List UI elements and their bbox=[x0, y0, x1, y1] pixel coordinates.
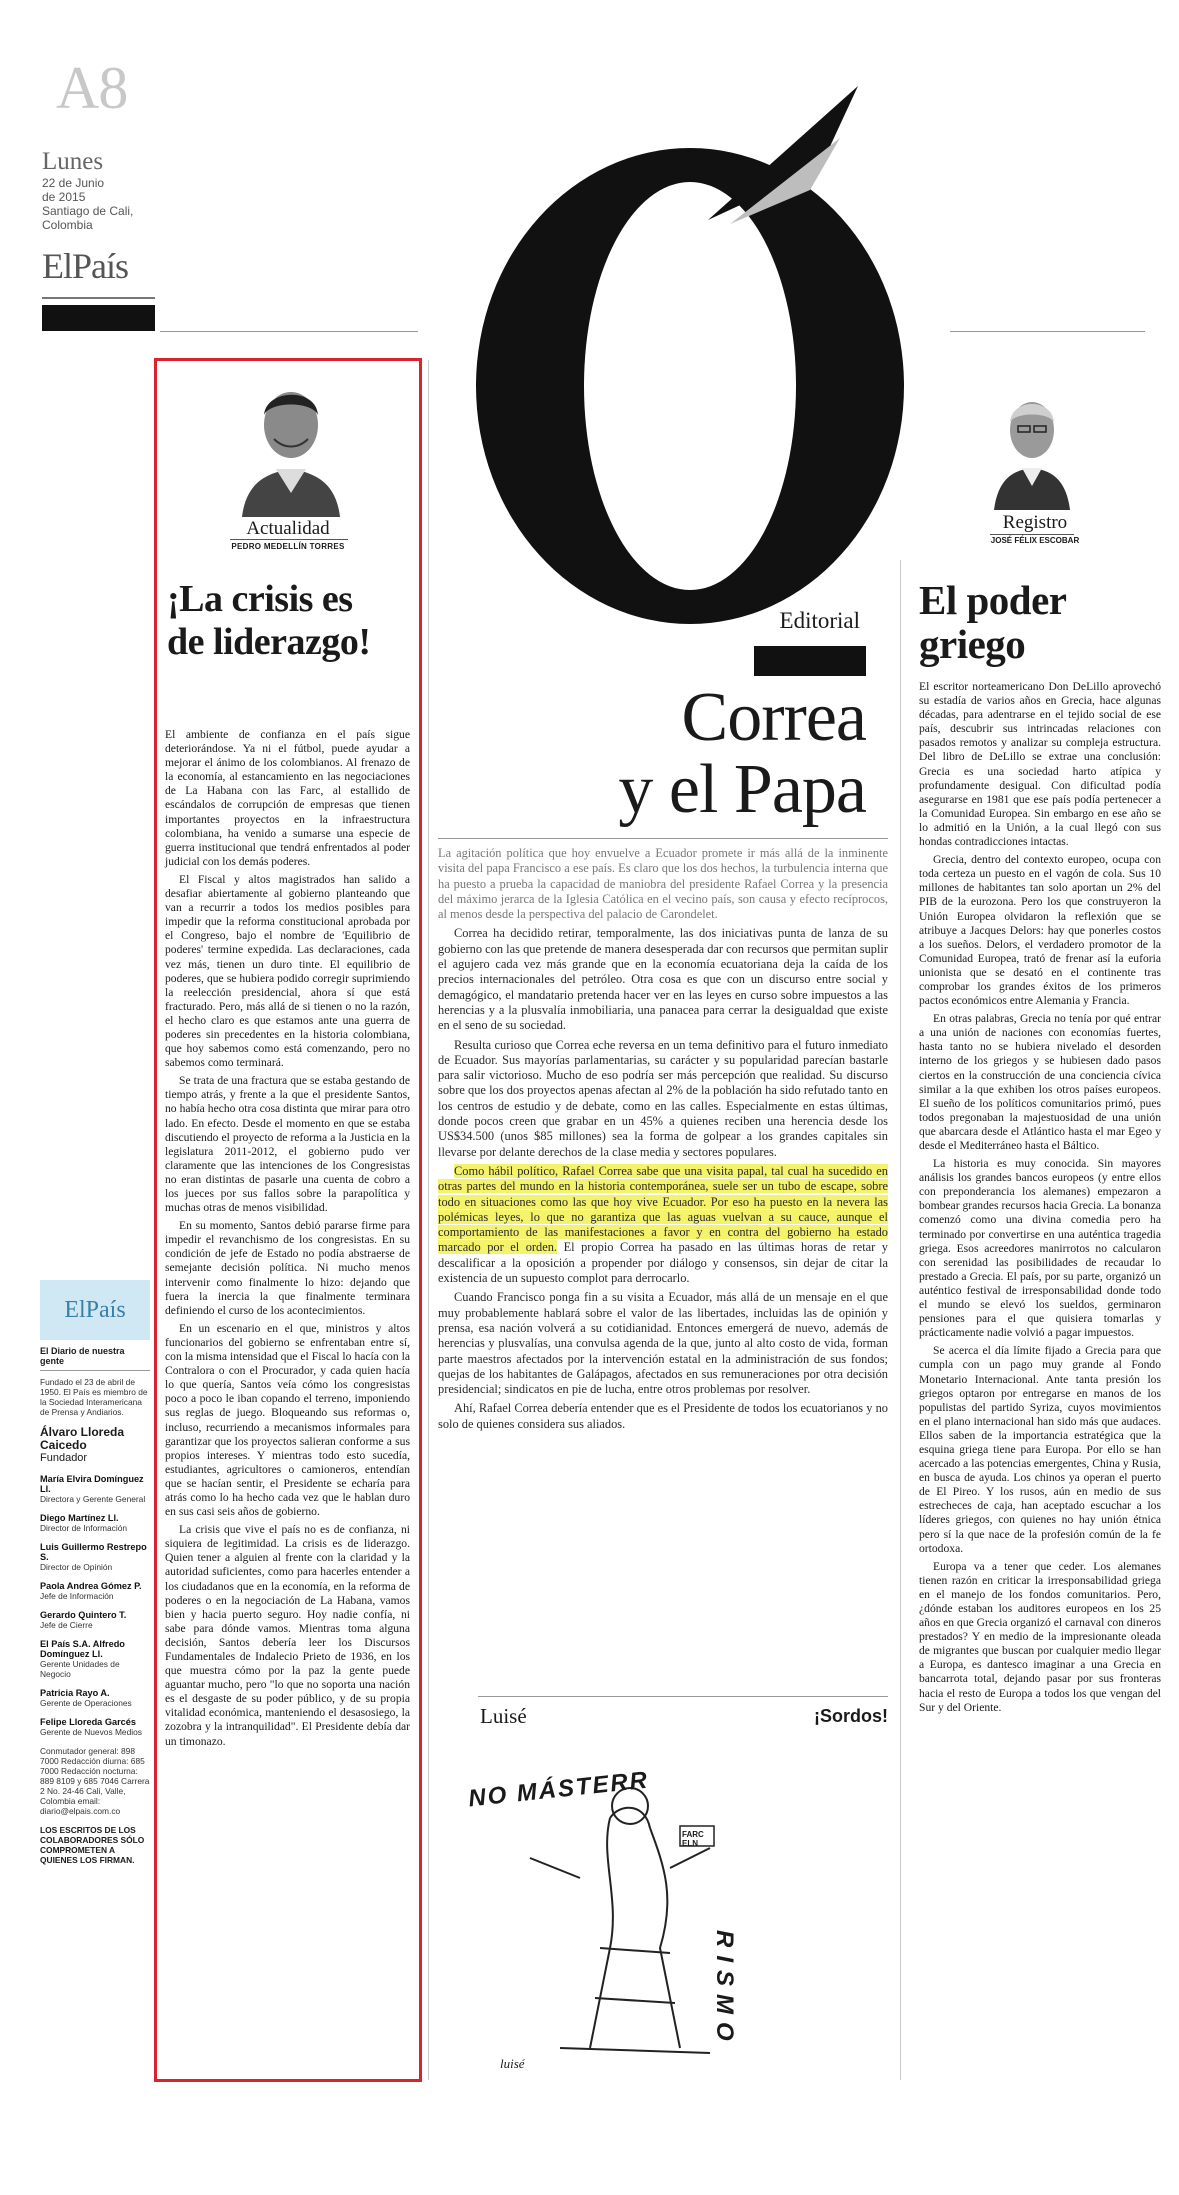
paragraph: En un escenario en el que, ministros y altos funcionarios del gobierno se enfrentaban entre sí, con la misma intensidad que el Fiscal lo hacía con la Contralora o con el Procurador, y cada quien hacía lo que quería, Santos veía cómo los congresistas poco a poco le iban copando el terreno, imponiendo sus reglas de juego. Bloqueando sus reformas o, incluso, recurriendo a mecanismos informales para garantizar que los proyectos salieran conforme a sus propios intereses. Y mientras todo esto sucedía, estudiantes, agricultores o camioneros, entendían que se hacían sentir, el Presidente se echaría para atrás como lo ha hecho cada vez que le hablan duro en sus casi seis años de gobierno. bbox=[165, 1321, 410, 1519]
paragraph: Correa ha decidido retirar, temporalmente, las dos iniciativas punta de lanza de su gobierno con las que pretende de manera desesperada dar con recursos que permitan suplir el agujero cada vez más grande que en la economía ecuatoriana deja la caída de los precios internacionales del petróleo. Otra cosa es que con un discurso entre social y demagógico, el mandatario pretenda hacer ver en las leyes en curso sobre impuestos a las herencias y a la plusvalía inmobiliaria, una panacea para cerrar la desigualdad que existe en el seno de su sociedad. bbox=[438, 926, 888, 1033]
staff-entry: Paola Andrea Gómez P. Jefe de Información bbox=[40, 1581, 142, 1601]
author-rule bbox=[230, 539, 348, 540]
founder-name: Álvaro Lloreda Caicedo bbox=[40, 1425, 125, 1452]
paragraph: El ambiente de confianza en el país sigue deteriorándose. Ya ni el fútbol, puede ayudar a mejorar el ánimo de los colombianos. Al frenazo de la economía, al estancamiento en las negociaciones de La Habana con las Farc, al estallido de escándalos de corrupción de empresas que tienen importantes proyectos en la infraestructura colombiana, ha venido a sumarse una especie de guerra institucional que tendrá enfrentados al poder judicial con los demás poderes. bbox=[165, 728, 410, 868]
paragraph: Cuando Francisco ponga fin a su visita a Ecuador, más allá de un mensaje en el que muy probablemente hablará sobre el valor de las libertades, incluidas las de opinión y prensa, esa nación volverá a su cotidianidad. Entonces emergerá de nuevo, además de herencias y plusvalías, una convulsa agenda de la que, junto al alto costo de vida, forman parte maestros afectados por la intervención estatal en la administración de sus fondos; quejas de los habitantes de Galápagos, afectados en sus remuneraciones por otra decisión presidencial; sindicatos en pie de lucha, entre otros problemas por resolver. bbox=[438, 1290, 888, 1397]
cartoon-text-top: NO MÁSTERR bbox=[467, 1766, 651, 1813]
staff-entry: Patricia Rayo A. Gerente de Operaciones bbox=[40, 1688, 132, 1708]
paragraph: Europa va a tener que ceder. Los alemanes tienen razón en criticar la irresponsabilidad griega en el manejo de los fondos comunitarios. Pero, ¿dónde estaban los auditores europeos en los 25 años en que Grecia organizó el carnaval con dineros prestados? Y en medio de la impresionante oleada de migrantes que buscan por cualquier medio llegar a Europa, es dantesco imaginar a una Grecia en bancarrota total, dejando pasar por sus fronteras hacia el resto de Europa a todos los que vengan del Sur y del Oriente. bbox=[919, 1559, 1161, 1714]
author-name-escobar: JOSÉ FÉLIX ESCOBAR bbox=[990, 536, 1080, 545]
date-block bbox=[42, 176, 133, 232]
highlighted-text: Como hábil político, Rafael Correa sabe que una visita papal, tal cual ha sucedido en otras partes del mundo en la historia contemporánea, suele ser un tubo de escape, sobre todo en situaciones como las que hoy vive Ecuador. Por eso ha puesto en la nevera las polémicas leyes, lo que no garantiza que las aguas vuelvan a su cauce, aunque el comportamiento de las manifestaciones a favor y en contra del gobierno ha estado marcado por el orden. bbox=[438, 1163, 888, 1255]
editorial-black-bar bbox=[754, 646, 866, 676]
masthead-subtitle: El Diario de nuestra gente bbox=[40, 1346, 150, 1371]
paragraph: El escritor norteamericano Don DeLillo aprovechó su estadía de varios años en Grecia, hace algunas décadas, para adentrarse en el tejido social de ese país, descubrir sus intrincadas relaciones con pasados remotos y analizar su compleja estructura. Del libro de DeLillo se extrae una conclusión: Grecia es una sociedad harto atípica y profundamente desigual. Con dificultad podía asegurarse en 1981 que ese país podía pertenecer a la Comunidad Europea. Sin embargo en ese año se lo admitió en la Unión, a la cual llegó con sus hondas contradicciones intactas. bbox=[919, 680, 1161, 849]
paragraph: Resulta curioso que Correa eche reversa en un tema definitivo para el futuro inmediato de Ecuador. Sus mayorías parlamentarias, su carácter y su popularidad parecían bastarle para salir victorioso. Mucho de eso podría ser más percepción que realidad. Su discurso sobre que los dos proyectos apenas afectan al 2% de la población ha sido refutado tanto en los centros de estudio y de debate, como en las calles. Especialmente en estas últimas, donde pocos creen que grabar en un 45% a quienes reciben una herencia desde los US$34.500 (unos $85 millones) sea la forma de golpear a los grandes capitales sin llevarse por delante derechos de la clase media y sectores populares. bbox=[438, 1037, 888, 1159]
section-label-actualidad: Actualidad bbox=[246, 518, 330, 539]
editorial-headline-line: y el Papa bbox=[618, 751, 866, 828]
editorial-body bbox=[438, 846, 888, 1436]
paragraph: Grecia, dentro del contexto europeo, ocupa con toda certeza un puesto en el vagón de cola. Sus 10 millones de habitantes tan solo aportan un 2% del PIB de la eurozona. Pero los que construyeron la Unión Europea olvidaron la reflexión que se atribuye a Jacques Delors: hay que ponerles costos a los sueños. Delors, el verdadero promotor de la Comunidad Europea, trató de frenar así la euforia unionista que se desató en el continente tras comprobar los grandes éxitos de los primeros pactos económicos entre Alemania y Francia. bbox=[919, 853, 1161, 1008]
column-divider bbox=[900, 560, 901, 2080]
cartoon-signature: luisé bbox=[500, 2056, 525, 2071]
editorial-lead: La agitación política que hoy envuelve a Ecuador promete ir más allá de la inminente visita del papa Francisco a ese país. Es claro que los dos hechos, la turbulencia interna que ha puesto a prueba la capacidad de maniobra del presidente Rafael Correa y la presencia del máximo jerarca de la Iglesia Católica en el vecino país, son causa y efecto recíprocos, al menos desde la perspectiva del palacio de Carondelet. bbox=[438, 846, 888, 922]
paragraph: La crisis que vive el país no es de confianza, ni siquiera de legitimidad. La crisis es de liderazgo. Quien tener a alguien al frente con la claridad y la autoridad suficientes, como para hacerles entender a los ciudadanos que en la economía, en la reforma de poderes o en la negociación de La Habana, vamos bien y hacia puerto seguro. Hoy nadie confía, ni sabe para dónde vamos. Mientras toma alguna decisión, Santos debería leer los Discursos Fundamentales de Indalecio Prieto de 1936, en los que muestra cómo por la paz la gente puede aguantar mucho, pero "lo que no soporta una nación es el desgaste de su poder público, y de su propia vitalidad económica, manteniendo el desasosiego, la zozobra y la intranquilidad". El Presidente debía dar un timonazo. bbox=[165, 1523, 410, 1748]
header-rule bbox=[160, 331, 418, 332]
cartoon-title: ¡Sordos! bbox=[814, 1706, 888, 1726]
right-article-body bbox=[919, 680, 1161, 1719]
column-divider bbox=[428, 360, 429, 2080]
right-headline: El poder griego bbox=[919, 577, 1066, 667]
masthead-contact: Conmutador general: 898 7000 Redacción diurna: 685 7000 Redacción nocturna: 889 8109 y 685 7046 Carrera 2 No. 24-46 Cali, Valle, Colombia email: diario@elpais.com.co bbox=[40, 1746, 150, 1816]
paragraph-tail: El propio Correa ha pasado en las últimas horas de retar y descalificar a la oposición a propender por diálogo y consensos, sin dejar de citar la existencia de un supuesto complot para derrocarlo. bbox=[438, 1240, 888, 1286]
editorial-label: Editorial bbox=[779, 608, 860, 633]
header-rule-right bbox=[950, 331, 1145, 332]
header-black-bar bbox=[42, 305, 155, 331]
left-headline: ¡La crisis es de liderazgo! bbox=[167, 578, 371, 663]
cartoon-rule bbox=[478, 1696, 888, 1697]
masthead-brand: ElPaís bbox=[64, 1296, 126, 1323]
author-rule-right bbox=[990, 534, 1074, 535]
paragraph-highlighted bbox=[438, 1164, 888, 1286]
editorial-headline-line: Correa bbox=[681, 679, 866, 756]
day-label: Lunes bbox=[42, 148, 104, 175]
masthead bbox=[40, 1280, 150, 1865]
masthead-logo-box bbox=[40, 1280, 150, 1340]
author-photo-medellin bbox=[236, 363, 346, 517]
cartoon-author: Luisé bbox=[480, 1704, 527, 1728]
paragraph: El Fiscal y altos magistrados han salido a desafiar abiertamente al gobierno planteando que van a recurrir a todos los medios posibles para impedir que la reforma constitucional aprobada por el Congreso, bajo el nombre de 'Equilibrio de poderes' termine expedida. Las declaraciones, cada vez más, tienen un duro tinte. El equilibrio de poderes, que se hubiera podido corregir suprimiendo la reelección presidencial, ahora sí que está fracturado. Pero, más allá de si tienen o no la razón, el hecho claro es que estamos ante una guerra de poderes sin precedentes en la historia colombiana, que hoy sabemos como está comenzando, pero no sabemos como terminará. bbox=[165, 872, 410, 1070]
paragraph: En su momento, Santos debió pararse firme para impedir el revanchismo de los congresistas. En su condición de jefe de Estado no podía abstraerse de semejante decisión política. Ni mucho menos intervenir como finalmente lo hizo: dejando que fuera la inercia la que finalmente terminara definiendo el curso de los acontecimientos. bbox=[165, 1219, 410, 1317]
paragraph: En otras palabras, Grecia no tenía por qué entrar a una unión de naciones con economías fuertes, hasta tanto no se hubiera nivelado el desorden interno de los griegos y se hubiesen dado pasos ciertos en la construcción de una conciencia cívica similar a la que exhiben los otros países europeos. El sueño de los políticos comunitarios primó, pues todos pregonaban la majestuosidad de una unión que abarcara desde el Atlántico hasta el mar Egeo y desde el Mediterráneo hasta el Báltico. bbox=[919, 1012, 1161, 1152]
staff-entry: Gerardo Quintero T. Jefe de Cierre bbox=[40, 1610, 127, 1630]
date-line: Colombia bbox=[42, 218, 93, 232]
brand-underline bbox=[42, 297, 155, 299]
masthead-disclaimer: LOS ESCRITOS DE LOS COLABORADORES SÓLO COMPROMETEN A QUIENES LOS FIRMAN. bbox=[40, 1825, 145, 1865]
date-line: Santiago de Cali, bbox=[42, 204, 134, 218]
paragraph: Se trata de una fractura que se estaba gestando de tiempo atrás, y frente a la que el presidente Santos, no había hecho otra cosa distinta que mirar para otro lado. En efecto. Desde el momento en que se estaba discutiendo el proyecto de reforma a la Justicia en la legislatura 2011-2012, el gobierno pudo ver claramente que las intenciones de los Congresistas no eran distintas de pasarle una cuenta de cobro a los jueces por sus fallos sobre la parapolítica y muchas otras de menos visibilidad. bbox=[165, 1074, 410, 1215]
author-photo-escobar bbox=[992, 378, 1072, 510]
paragraph: Se acerca el día límite fijado a Grecia para que cumpla con un pago muy grande al Fondo Monetario Internacional. Ante tanta presión los griegos optaron por entregarse en manos de los populistas del partido Syriza, cuyos movimientos en el plano internacional han sido más que audaces. Ellos saben de la importancia estratégica que la esquina griega tiene para Europa. Por ello se han acercado a las potencias emergentes, China y Rusia, en busca de ayuda. Los chinos ya operan el puerto de El Pireo. Y los rusos, aún en medio de sus estrecheces de caja, han aceptado escuchar a los líderes griegos, con quienes no hay unión étnica pero sí la que nace de la profesión común de la fe ortodoxa. bbox=[919, 1344, 1161, 1555]
date-line: 22 de Junio bbox=[42, 176, 105, 190]
cartoon-tag: FARC ELN bbox=[682, 1830, 704, 1848]
staff-entry: María Elvira Domínguez Ll. Directora y Gerente General bbox=[40, 1474, 146, 1504]
section-label-registro: Registro bbox=[1002, 512, 1068, 533]
staff-entry: Felipe Lloreda Garcés Gerente de Nuevos Medios bbox=[40, 1717, 142, 1737]
date-line: de 2015 bbox=[42, 190, 86, 204]
staff-entry: Luis Guillermo Restrepo S. Director de Opinión bbox=[40, 1542, 147, 1572]
founder-title: Fundador bbox=[40, 1452, 88, 1464]
editorial-rule-top bbox=[438, 838, 888, 839]
editorial-headline bbox=[440, 679, 866, 828]
author-name-medellin: PEDRO MEDELLÍN TORRES bbox=[231, 542, 345, 551]
masthead-founding: Fundado el 23 de abril de 1950. El País es miembro de la Sociedad Interamericana de Prensa y Andiarios. bbox=[40, 1377, 148, 1417]
page-number: A8 bbox=[56, 55, 128, 121]
brand-logo: ElPaís bbox=[42, 246, 129, 286]
staff-entry: Diego Martínez Ll. Director de Información bbox=[40, 1513, 128, 1533]
staff-entry: El País S.A. Alfredo Domínguez Ll. Gerente Unidades de Negocio bbox=[40, 1639, 125, 1679]
paragraph: La historia es muy conocida. Sin mayores análisis los grandes bancos europeos (y entre ellos con preponderancia los alemanes) empezaron a bombear grandes recursos hacia Grecia. La bonanza comenzó como una divina comedia pero ha terminado por convertirse en una auténtica tragedia griega. Esos acreedores manirrotos no calcularon con serenidad las posibilidades de recaudar lo prestado a Grecia. El país, por su parte, organizó un auténtico festival de irresponsabilidad donde todo el mundo se elevó los sueldos, germinaron pensiones para el que quisiera tomarlas y prácticamente nadie volvió a pagar impuestos. bbox=[919, 1157, 1161, 1340]
left-article-body bbox=[165, 728, 410, 1753]
cartoon-text-side: RISMO bbox=[711, 1930, 738, 2049]
section-letter-o bbox=[448, 86, 934, 634]
paragraph: Ahí, Rafael Correa debería entender que es el Presidente de todos los ecuatorianos y no solo de quienes considera sus aliados. bbox=[438, 1401, 888, 1431]
